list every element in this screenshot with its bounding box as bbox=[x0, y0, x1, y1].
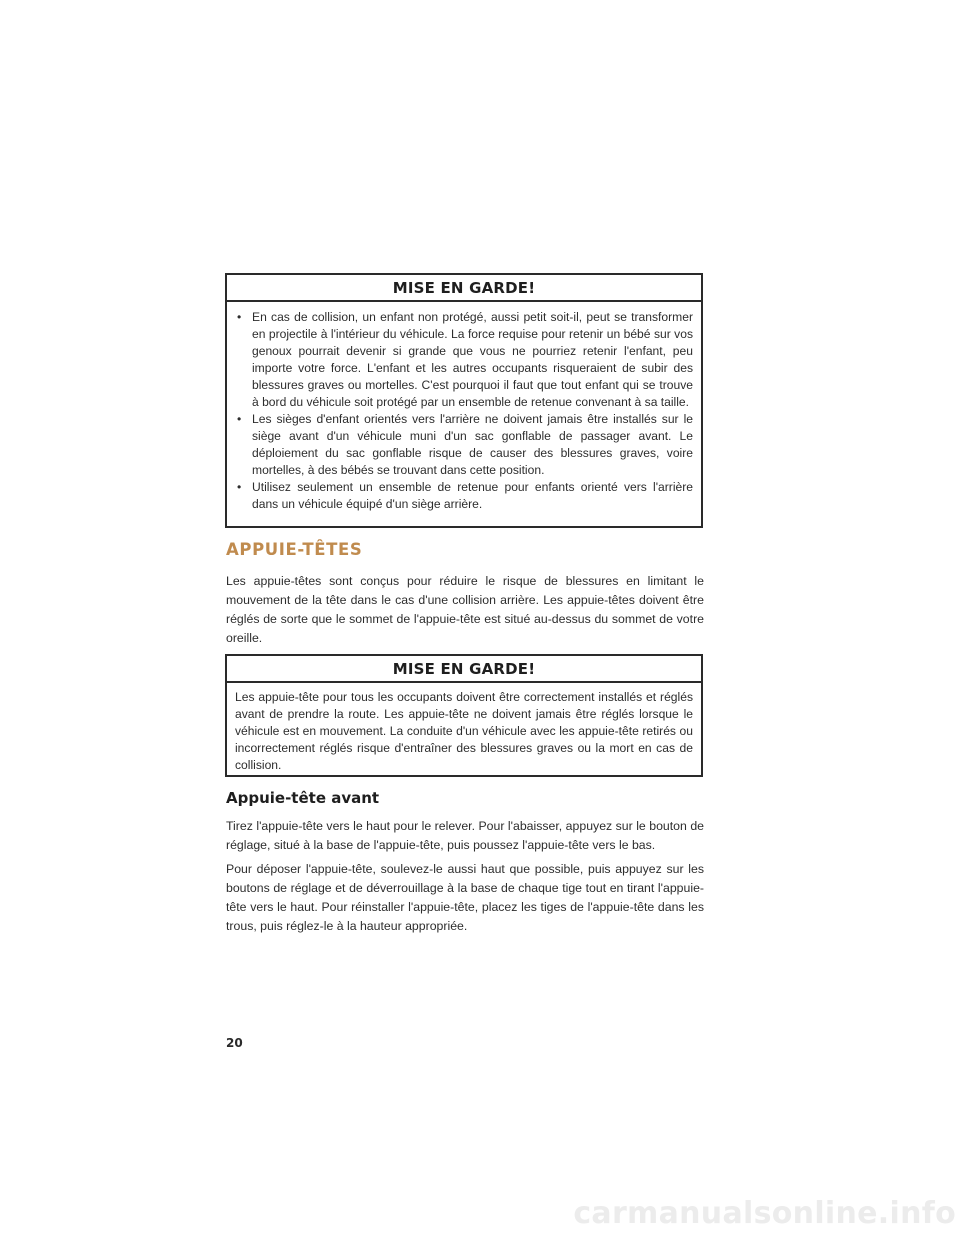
warning-header: MISE EN GARDE! bbox=[227, 275, 701, 302]
warning-list-item bbox=[235, 479, 693, 513]
warning-list bbox=[235, 309, 693, 513]
subsection-title: Appuie-tête avant bbox=[226, 789, 380, 807]
warning-item-text: Les sièges d'enfant orientés vers l'arrière ne doivent jamais être installés sur le siège avant d'un véhicule muni d'un sac gonflable de passager avant. Le déploiement du sac gonflable risque de causer des blessures graves, voire mortelles, à des bébés se trouvant dans cette position. bbox=[252, 412, 693, 477]
warning-box-child-safety bbox=[225, 273, 703, 528]
warning-body bbox=[227, 302, 701, 520]
section-intro-paragraph: Les appuie-têtes sont conçus pour réduire le risque de blessures en limitant le mouvement de la tête dans le cas d'une collision arrière. Les appuie-têtes doivent être réglés de sorte que le sommet de l'appuie-tête est situé au-dessus du sommet de votre oreille. bbox=[226, 574, 704, 645]
subsection-paragraph: Pour déposer l'appuie-tête, soulevez-le aussi haut que possible, puis appuyez sur les boutons de réglage et de déverrouillage à la base de chaque tige tout en tirant l'appuie-tête vers le haut. Pour réinstaller l'appuie-tête, placez les tiges de l'appuie-tête dans les trous, puis réglez-le à la hauteur appropriée. bbox=[226, 862, 704, 933]
subsection-paragraph: Tirez l'appuie-tête vers le haut pour le relever. Pour l'abaisser, appuyez sur le bouton de réglage, situé à la base de l'appuie-tête, puis poussez l'appuie-tête vers le bas. bbox=[226, 819, 704, 852]
warning-body-text: Les appuie-tête pour tous les occupants doivent être correctement installés et réglés avant de prendre la route. Les appuie-tête ne doivent jamais être réglés lorsque le véhicule est en mouvement. La conduite d'un véhicule avec les appuie-tête retirés ou incorrectement réglés risque d'entraîner des blessures graves ou la mort en cas de collision. bbox=[235, 690, 693, 772]
warning-item-text: En cas de collision, un enfant non protégé, aussi petit soit-il, peut se transformer en projectile à l'intérieur du véhicule. La force requise pour retenir un bébé sur vos genoux pourrait devenir si grande que vous ne pourriez retenir l'enfant, peu importe votre force. L'enfant et les autres occupants risqueraient de subir des blessures graves ou mortelles. C'est pourquoi il faut que tout enfant qui se trouve à bord du véhicule soit protégé par un ensemble de retenue convenant à sa taille. bbox=[252, 310, 693, 409]
warning-list-item bbox=[235, 309, 693, 411]
bullet-icon: • bbox=[237, 480, 242, 494]
page-number: 20 bbox=[226, 1036, 243, 1050]
section-title: APPUIE-TÊTES bbox=[226, 540, 363, 559]
warning-box-head-restraints bbox=[225, 654, 703, 777]
warning-item-text: Utilisez seulement un ensemble de retenue pour enfants orienté vers l'arrière dans un véhicule équipé d'un siège arrière. bbox=[252, 480, 693, 511]
warning-header: MISE EN GARDE! bbox=[227, 656, 701, 683]
bullet-icon: • bbox=[237, 310, 242, 324]
watermark-logo: carmanualsonline.info bbox=[573, 1196, 956, 1231]
warning-list-item bbox=[235, 411, 693, 479]
bullet-icon: • bbox=[237, 412, 242, 426]
